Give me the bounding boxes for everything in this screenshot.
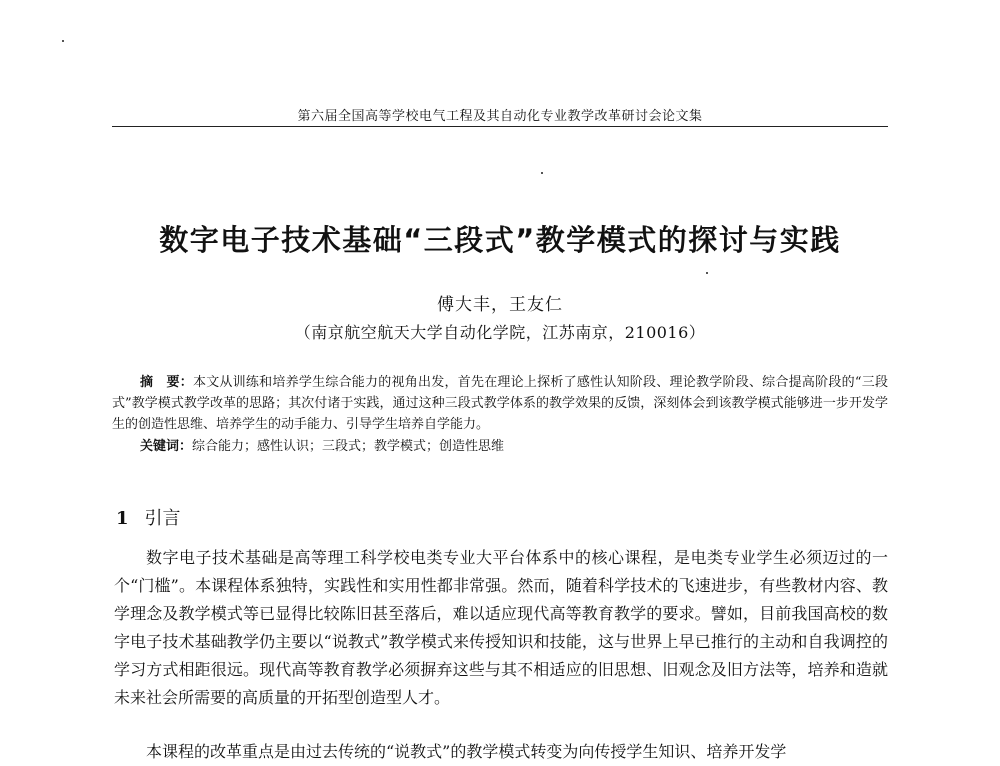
abstract-text: 本文从训练和培养学生综合能力的视角出发，首先在理论上探析了感性认知阶段、理论教学阶段、综合提高阶段的“三段式”教学模式教学改革的思路；其次付诸于实践，通过这种三段式教学体系的教学效果的反馈，深刻体会到该教学模式能够进一步开发学生的创造性思维、培养学生的动手能力、引导学生培养自学能力。 xyxy=(112,375,888,432)
paper-authors: 傅大丰，王友仁 xyxy=(437,295,563,315)
body-paragraph: 本课程的改革重点是由过去传统的“说教式”的教学模式转变为向传授学生知识、培养开发学 xyxy=(146,742,787,761)
keywords xyxy=(112,436,888,457)
body-paragraph: 数字电子技术基础是高等理工科学校电类专业大平台体系中的核心课程，是电类专业学生必须迈过的一个“门槛”。本课程体系独特，实践性和实用性都非常强。然而，随着科学技术的飞速进步，有些教材内容、教学理念及教学模式等已显得比较陈旧甚至落后，难以适应现代高等教育教学的要求。譬如，目前我国高校的数字电子技术基础教学仍主要以“说教式”教学模式来传授知识和技能，这与世界上早已推行的主动和自我调控的学习方式相距很远。现代高等教育教学必须摒弃这些与其不相适应的旧思想、旧观念及旧方法等，培养和造就未来社会所需要的高质量的开拓型创造型人才。 xyxy=(114,548,888,707)
abstract xyxy=(112,372,888,435)
section-title: 引言 xyxy=(144,508,181,529)
paper-affiliation: （南京航空航天大学自动化学院，江苏南京，210016） xyxy=(294,323,706,342)
section-number: 1 xyxy=(116,508,129,529)
section-heading xyxy=(116,504,181,530)
scan-speck xyxy=(62,40,64,42)
keywords-text: 综合能力；感性认识；三段式；教学模式；创造性思维 xyxy=(192,439,505,454)
keywords-label: 关键词： xyxy=(140,439,193,454)
scan-speck xyxy=(541,172,543,174)
scan-speck xyxy=(706,272,708,274)
abstract-label: 摘 要： xyxy=(140,375,193,390)
running-header: 第六届全国高等学校电气工程及其自动化专业教学改革研讨会论文集 xyxy=(297,109,703,124)
paper-title: 数字电子技术基础“三段式”教学模式的探讨与实践 xyxy=(159,223,841,257)
header-rule xyxy=(112,126,888,127)
